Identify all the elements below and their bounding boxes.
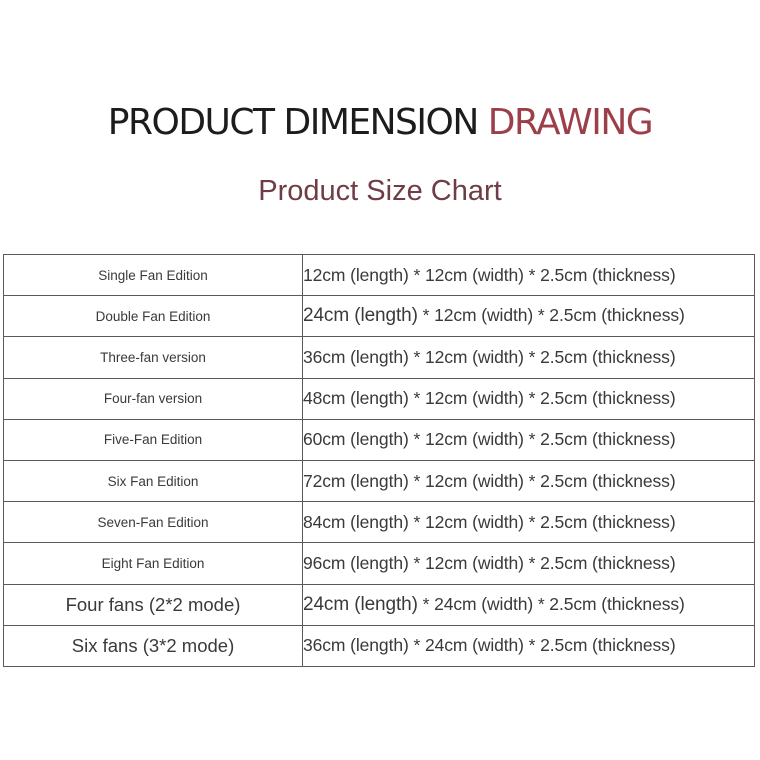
edition-name: Seven-Fan Edition xyxy=(4,502,303,543)
page-heading xyxy=(0,100,760,146)
spec-rest: * 12cm (width) * 2.5cm (thickness) xyxy=(408,429,676,450)
table-row xyxy=(4,378,755,419)
edition-name: Four fans (2*2 mode) xyxy=(4,584,303,625)
edition-name: Six fans (3*2 mode) xyxy=(4,625,303,666)
dimension-spec xyxy=(303,337,755,378)
heading-dark-part: PRODUCT DIMENSION xyxy=(107,102,488,143)
dimension-spec xyxy=(303,584,755,625)
table-row xyxy=(4,543,755,584)
dimension-spec xyxy=(303,460,755,501)
size-table xyxy=(3,254,755,667)
edition-name: Three-fan version xyxy=(4,337,303,378)
edition-name: Single Fan Edition xyxy=(4,255,303,296)
edition-name: Five-Fan Edition xyxy=(4,419,303,460)
spec-rest: * 24cm (width) * 2.5cm (thickness) xyxy=(417,593,685,614)
spec-length: 36cm (length) xyxy=(303,346,409,367)
table-row xyxy=(4,255,755,296)
table-row xyxy=(4,625,755,666)
table-row xyxy=(4,502,755,543)
spec-length: 60cm (length) xyxy=(303,429,409,450)
edition-name: Four-fan version xyxy=(4,378,303,419)
spec-length: 84cm (length) xyxy=(303,511,409,532)
dimension-spec xyxy=(303,255,755,296)
page-subtitle: Product Size Chart xyxy=(258,175,502,207)
spec-rest: * 12cm (width) * 2.5cm (thickness) xyxy=(408,346,676,367)
spec-rest: * 12cm (width) * 2.5cm (thickness) xyxy=(408,264,676,285)
dimension-spec xyxy=(303,378,755,419)
spec-rest: * 24cm (width) * 2.5cm (thickness) xyxy=(408,635,676,656)
table-row xyxy=(4,460,755,501)
spec-length: 36cm (length) xyxy=(303,635,409,656)
dimension-spec xyxy=(303,502,755,543)
table-row xyxy=(4,584,755,625)
table-row xyxy=(4,337,755,378)
edition-name: Six Fan Edition xyxy=(4,460,303,501)
spec-length: 48cm (length) xyxy=(303,388,409,409)
spec-rest: * 12cm (width) * 2.5cm (thickness) xyxy=(408,388,676,409)
dimension-spec xyxy=(303,419,755,460)
dimension-spec xyxy=(303,625,755,666)
heading-red-part: DRAWING xyxy=(487,102,653,143)
dimension-spec xyxy=(303,543,755,584)
dimension-spec xyxy=(303,296,755,337)
spec-rest: * 12cm (width) * 2.5cm (thickness) xyxy=(408,470,676,491)
table-row xyxy=(4,296,755,337)
spec-length: 96cm (length) xyxy=(303,552,409,573)
spec-rest: * 12cm (width) * 2.5cm (thickness) xyxy=(408,552,676,573)
spec-rest: * 12cm (width) * 2.5cm (thickness) xyxy=(417,305,685,326)
edition-name: Eight Fan Edition xyxy=(4,543,303,584)
spec-length: 24cm (length) xyxy=(303,305,418,327)
spec-length: 24cm (length) xyxy=(303,593,418,615)
spec-rest: * 12cm (width) * 2.5cm (thickness) xyxy=(408,511,676,532)
edition-name: Double Fan Edition xyxy=(4,296,303,337)
spec-length: 12cm (length) xyxy=(303,264,409,285)
spec-length: 72cm (length) xyxy=(303,470,409,491)
table-row xyxy=(4,419,755,460)
